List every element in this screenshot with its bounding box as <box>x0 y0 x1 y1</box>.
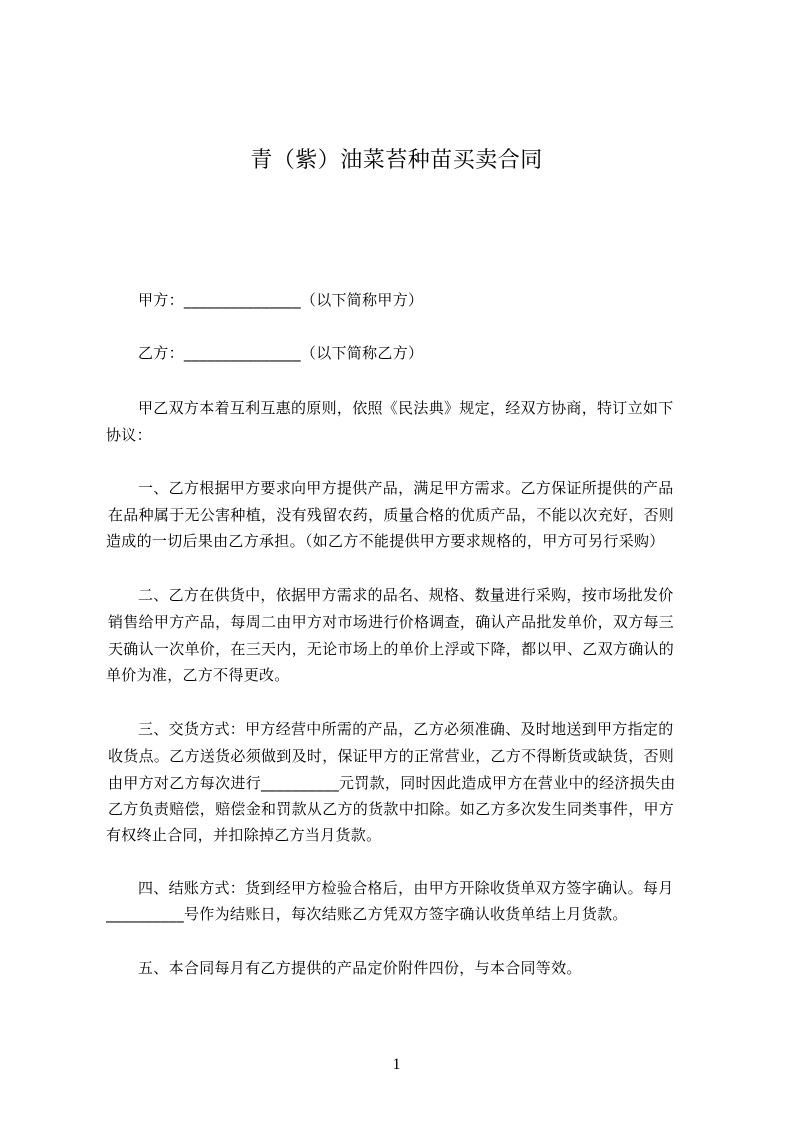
clause2-line: 销售给甲方产品，每周二由甲方对市场进行价格调查，确认产品批发单价，双方每三 <box>108 613 675 631</box>
clause5-line: 五、本合同每月有乙方提供的产品定价附件四份，与本合同等效。 <box>138 959 582 977</box>
clause4-line: 四、结账方式：货到经甲方检验合格后，由甲方开除收货单双方签字确认。每月 <box>138 879 674 897</box>
party-a-line: 甲方：_______________（以下简称甲方） <box>138 291 424 309</box>
intro-line: 协议： <box>106 426 152 444</box>
clause3-line: 乙方负责赔偿，赔偿金和罚款从乙方的货款中扣除。如乙方多次发生同类事件，甲方 <box>108 800 675 818</box>
clause1-line: 一、乙方根据甲方要求向甲方提供产品，满足甲方需求。乙方保证所提供的产品 <box>138 479 674 497</box>
document-title: 青（紫）油菜苔种苗买卖合同 <box>250 148 543 173</box>
clause3-line: 有权终止合同，并扣除掉乙方当月货款。 <box>106 826 382 844</box>
page-number: 1 <box>392 1056 401 1073</box>
party-b-line: 乙方：_______________（以下简称乙方） <box>138 344 424 362</box>
clause3-line: 由甲方对乙方每次进行__________元罚款，同时因此造成甲方在营业中的经济损失由 <box>108 774 676 792</box>
clause2-line: 单价为准，乙方不得更改。 <box>106 666 290 684</box>
clause2-line: 天确认一次单价，在三天内，无论市场上的单价上浮或下降，都以甲、乙双方确认的 <box>108 640 675 658</box>
intro-line: 甲乙双方本着互利互惠的原则，依照《民法典》规定，经双方协商，特订立如下 <box>138 399 674 417</box>
clause2-line: 二、乙方在供货中，依据甲方需求的品名、规格、数量进行采购，按市场批发价 <box>138 586 674 604</box>
clause4-line: __________号作为结账日，每次结账乙方凭双方签字确认收货单结上月货款。 <box>106 905 628 923</box>
clause1-line: 在品种属于无公害种植，没有残留农药，质量合格的优质产品，不能以次充好，否则 <box>108 506 675 524</box>
clause3-line: 收货点。乙方送货必须做到及时，保证甲方的正常营业，乙方不得断货或缺货，否则 <box>108 747 675 765</box>
clause3-line: 三、交货方式：甲方经营中所需的产品，乙方必须准确、及时地送到甲方指定的 <box>138 720 674 738</box>
clause1-line: 造成的一切后果由乙方承担。（如乙方不能提供甲方要求规格的，甲方可另行采购） <box>106 532 665 550</box>
